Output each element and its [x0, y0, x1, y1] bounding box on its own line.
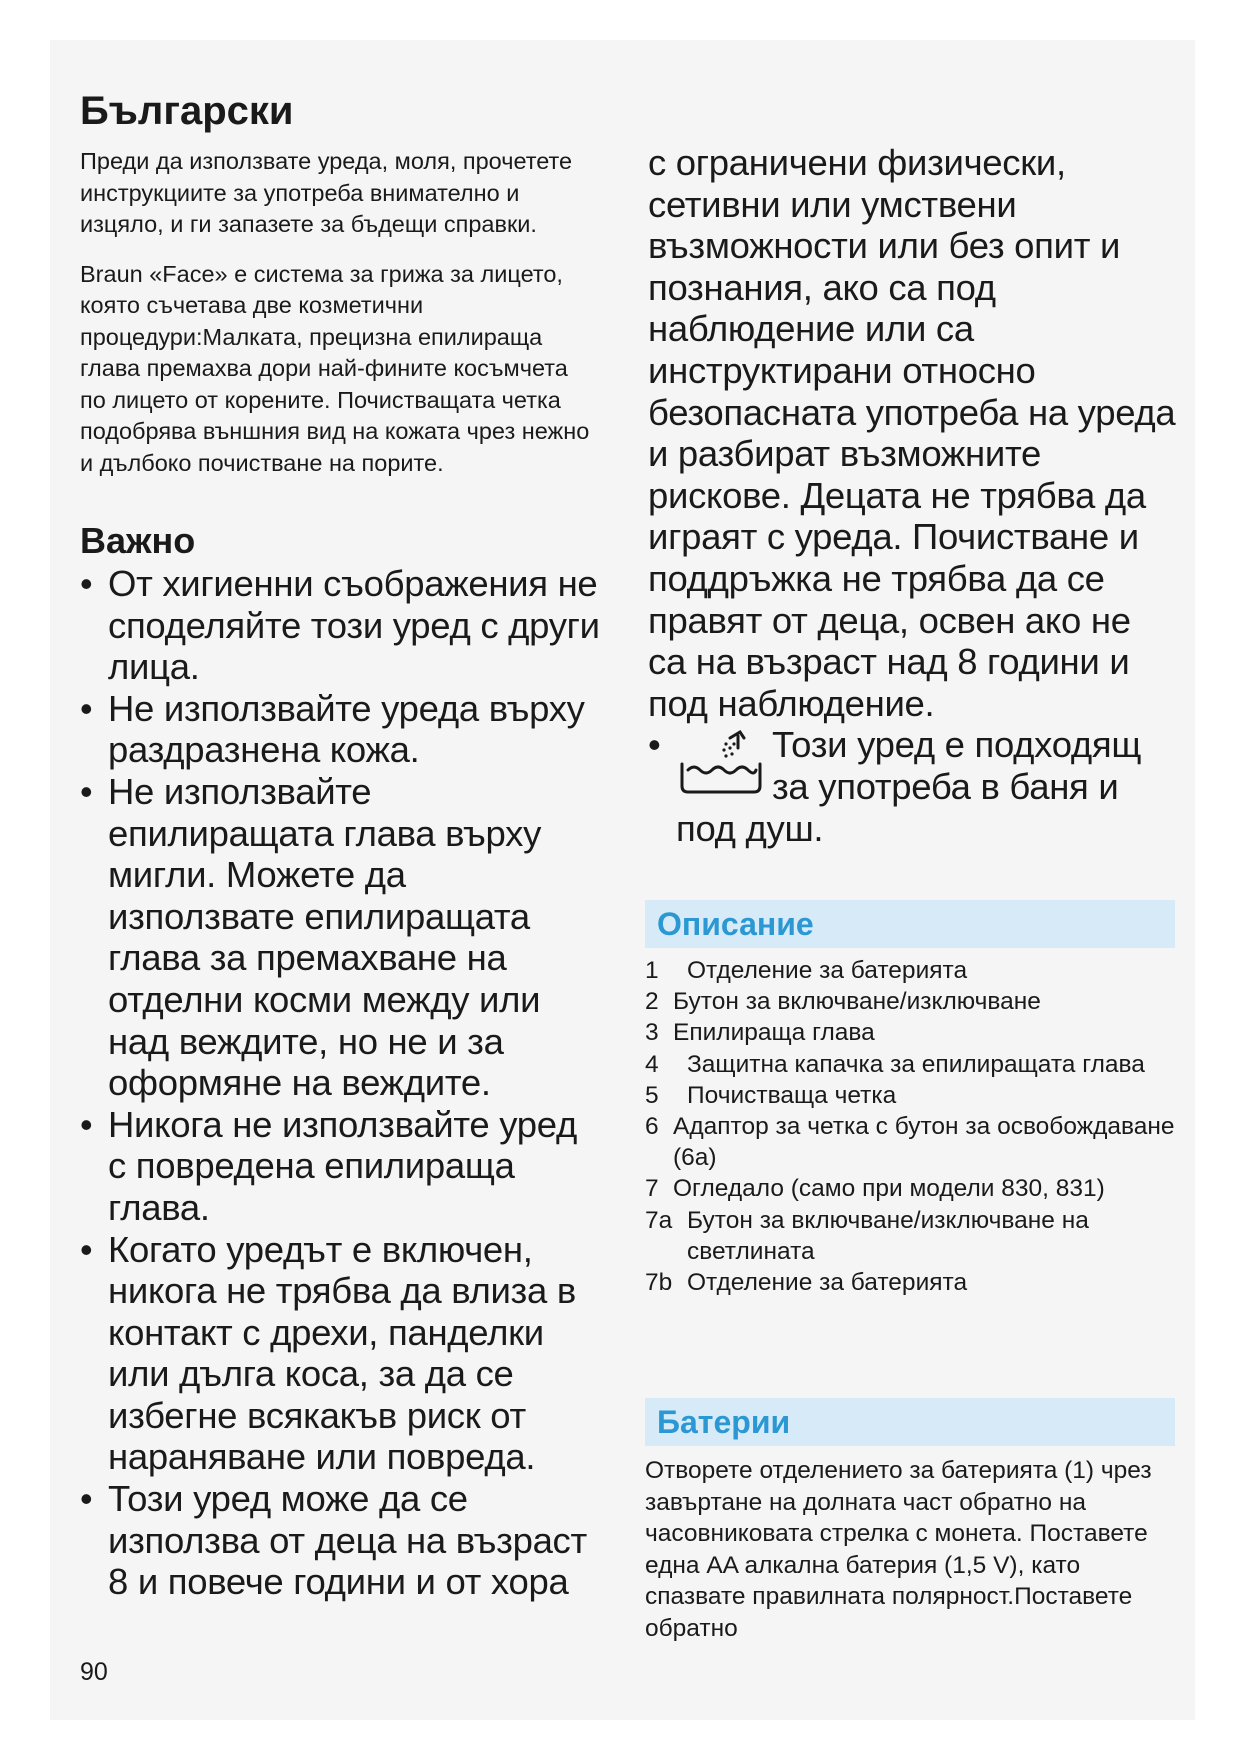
- continuation-text: с ограничени физически, сетивни или умствени възможности или без опит и познания, ако са под наблюдение или са инструктирани относно безопасната употреба на уреда и разбират възможните рискове. Децата не трябва да играят с уреда. Почистване и поддръжка не трябва да се правят от деца, освен ако не са на възраст над 8 години и под наблюдение.: [648, 142, 1176, 724]
- list-item: [645, 1267, 1175, 1298]
- list-item: [645, 1049, 1175, 1080]
- important-item: • Не използвайте уреда върху раздразнена кожа.: [80, 688, 600, 771]
- item-number: 6: [645, 1113, 659, 1141]
- item-text: Почистваща четка: [687, 1081, 897, 1109]
- list-item: [645, 1017, 1175, 1048]
- bath-shower-icon: [676, 728, 766, 798]
- item-text: Защитна капачка за епилиращата глава: [687, 1050, 1145, 1078]
- description-list: [645, 955, 1175, 1298]
- bath-text: Този уред е подходящ за употреба в баня и под душ.: [676, 724, 1142, 849]
- item-number: 5: [645, 1081, 659, 1109]
- system-paragraph: Braun «Face» е система за грижа за лицето, която съчетава две козметични процедури:Малката, прецизна епилираща глава премахва дори най-фините косъмчета по лицето от корените. Почистващата четка подобрява външния вид на кожата чрез нежно и дълбоко почистване на порите.: [80, 260, 590, 476]
- item-text: Епилираща глава: [673, 1019, 875, 1047]
- description-heading: Описание: [645, 900, 1175, 948]
- page-title: Български: [80, 89, 294, 133]
- item-number: 3: [645, 1019, 659, 1047]
- page-number: 90: [80, 1658, 108, 1686]
- batteries-heading: Батерии: [645, 1398, 1175, 1446]
- item-number: 1: [645, 957, 659, 984]
- important-item: • От хигиенни съображения не споделяйте този уред с други лица.: [80, 563, 600, 688]
- item-text: Отделение за батерията: [687, 1269, 968, 1297]
- list-item: [645, 1111, 1175, 1173]
- item-text: Отделение за батерията: [687, 957, 968, 984]
- list-item: [645, 1205, 1175, 1267]
- item-text: Бутон за включване/изключване на светлината: [687, 1206, 1089, 1265]
- item-text: Бутон за включване/изключване: [673, 988, 1041, 1016]
- bullet: •: [648, 724, 661, 766]
- important-item: • Този уред може да се използва от деца на възраст 8 и повече години и от хора: [80, 1478, 600, 1603]
- important-item: • Не използвайте епилиращата глава върху мигли. Можете да използвате епилиращата глава за премахване на отделни косми между или над веждите, но не и за оформяне на веждите.: [80, 771, 600, 1104]
- item-text: Адаптор за четка с бутон за освобождаване (6a): [673, 1113, 1175, 1172]
- item-number: 7b: [645, 1269, 673, 1297]
- right-column: [648, 142, 1178, 849]
- important-item: • Никога не използвайте уред с повредена епилираща глава.: [80, 1104, 600, 1229]
- list-item: [645, 986, 1175, 1017]
- item-number: 4: [645, 1050, 659, 1078]
- item-number: 7a: [645, 1206, 673, 1234]
- batteries-text: Отворете отделението за батерията (1) чрез завъртане на долната част обратно на часовниковата стрелка с монета. Поставете една AA алкална батерия (1,5 V), като спазвате правилната полярност.Поставете обратно: [645, 1457, 1152, 1642]
- list-item: [645, 1173, 1175, 1204]
- intro-paragraph: Преди да използвате уреда, моля, прочетете инструкциите за употреба внимателно и изцяло, и ги запазете за бъдещи справки.: [80, 148, 573, 237]
- bath-item: [648, 724, 1178, 849]
- item-number: 7: [645, 1175, 659, 1203]
- list-item: [645, 955, 1175, 986]
- left-column: [80, 88, 600, 1603]
- item-number: 2: [645, 988, 659, 1016]
- important-item: • Когато уредът е включен, никога не трябва да влиза в контакт с дрехи, панделки или дълга коса, за да се избегне всякакъв риск от нараняване или повреда.: [80, 1229, 600, 1479]
- list-item: [645, 1080, 1175, 1111]
- important-list: [80, 563, 600, 1603]
- item-text: Огледало (само при модели 830, 831): [673, 1175, 1105, 1203]
- important-heading: Важно: [80, 520, 196, 561]
